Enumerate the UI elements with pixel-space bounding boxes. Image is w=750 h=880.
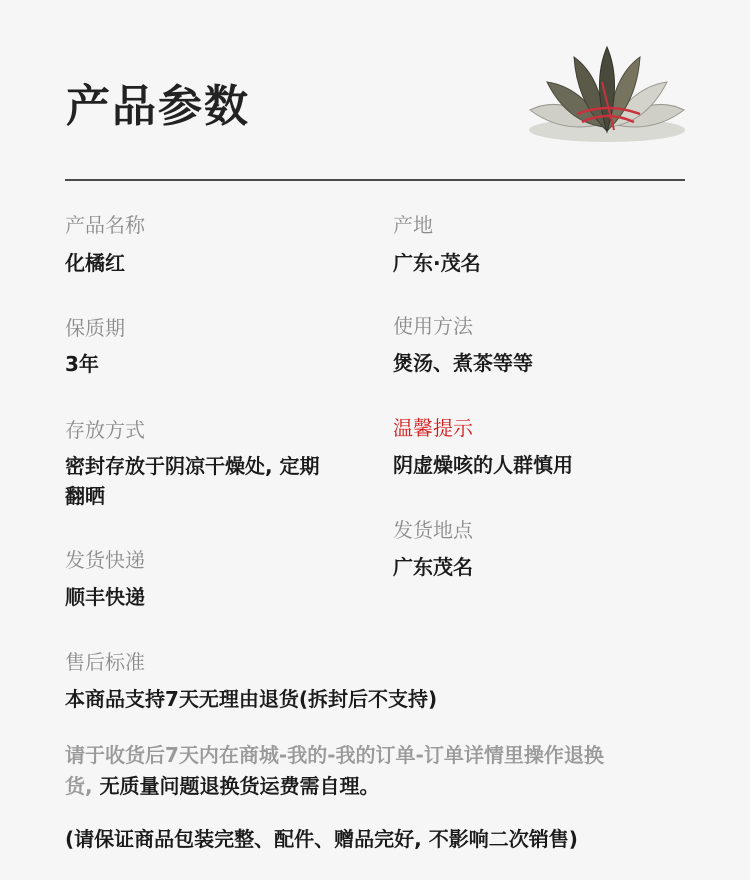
return-condition-note: (请保证商品包装完整、配件、赠品完好, 不影响二次销售) [65,827,578,851]
param-value-ship-from: 广东茂名 [393,555,473,579]
return-notice-line2-grey: 货, [65,774,100,798]
param-value-delivery: 顺丰快递 [65,585,145,609]
param-value-storage-line2: 翻晒 [65,484,105,508]
param-label-name: 产品名称 [65,213,145,237]
param-label-storage: 存放方式 [65,418,145,442]
param-label-after-sale: 售后标准 [65,650,145,674]
param-value-origin: 广东·茂名 [393,251,481,275]
param-label-delivery: 发货快递 [65,548,145,572]
pomelo-peel-flower-icon [522,42,692,152]
return-notice-line2-dark: 无质量问题退换货运费需自理。 [99,774,380,798]
param-value-shelf-life: 3年 [65,352,99,376]
param-label-shelf-life: 保质期 [65,316,125,340]
param-value-name: 化橘红 [65,251,125,275]
param-label-origin: 产地 [393,213,433,237]
param-value-usage: 煲汤、煮茶等等 [393,351,533,375]
param-value-storage-line1: 密封存放于阴凉干燥处, 定期 [65,454,320,478]
param-value-after-sale: 本商品支持7天无理由退货(拆封后不支持) [65,687,438,711]
return-notice [65,740,675,802]
param-value-tip: 阴虚燥咳的人群慎用 [393,453,573,477]
page-title: 产品参数 [66,81,250,132]
param-label-ship-from: 发货地点 [393,518,473,542]
param-label-tip: 温馨提示 [393,416,473,440]
return-notice-line1: 请于收货后7天内在商城-我的-我的订单-订单详情里操作退换 [65,743,604,767]
header-divider [65,179,685,181]
param-label-usage: 使用方法 [393,314,473,338]
